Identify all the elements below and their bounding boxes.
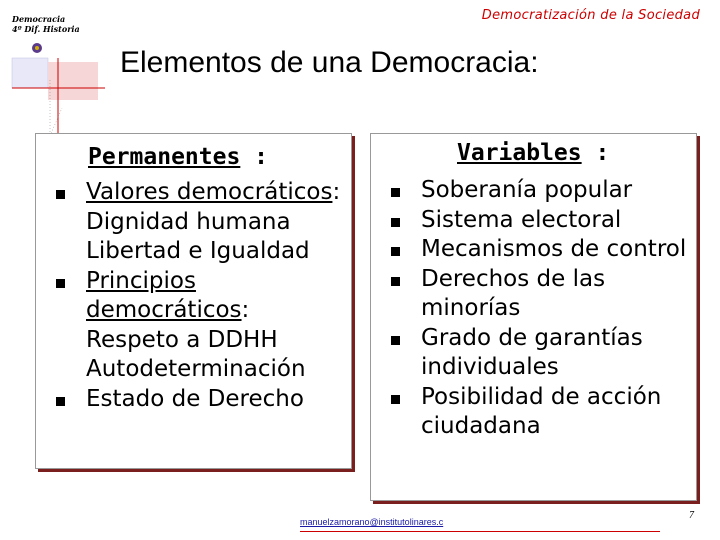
- item-label-suffix: :: [332, 179, 341, 205]
- square-bullet-icon: [391, 336, 400, 345]
- variables-heading: [457, 140, 609, 166]
- variables-heading-text: Variables: [457, 140, 582, 166]
- author-email-link[interactable]: manuelzamorano@institutolinares.c: [300, 517, 444, 527]
- list-item: [56, 385, 346, 415]
- item-label-suffix: :: [241, 297, 250, 323]
- course-label: [12, 14, 80, 34]
- variables-box: [370, 133, 697, 501]
- item-label: Derechos de las minorías: [421, 265, 606, 321]
- square-bullet-icon: [391, 218, 400, 227]
- permanentes-heading-text: Permanentes: [88, 144, 241, 170]
- course-line-1: Democracia: [12, 14, 66, 24]
- list-item: [391, 383, 691, 442]
- list-item: [391, 235, 691, 265]
- list-item: [56, 267, 346, 385]
- list-item: [56, 178, 346, 267]
- header-title: Democratización de la Sociedad: [481, 8, 700, 23]
- footer-divider: [300, 531, 660, 532]
- square-bullet-icon: [56, 190, 65, 199]
- sub-item: Dignidad humana: [86, 208, 291, 235]
- item-label: Sistema electoral: [421, 206, 622, 233]
- permanentes-box: [35, 133, 352, 469]
- permanentes-heading-suffix: :: [240, 144, 269, 170]
- slide-title: Elementos de una Democracia:: [120, 46, 539, 79]
- sub-item: Respeto a DDHH: [86, 326, 278, 353]
- sub-item: Autodeterminación: [86, 356, 306, 382]
- sub-item: Libertad e Igualdad: [86, 238, 310, 264]
- list-item: [391, 176, 691, 206]
- list-item: [391, 265, 691, 324]
- decorative-logo: [0, 38, 110, 148]
- list-item: [391, 324, 691, 383]
- permanentes-list: [56, 178, 346, 414]
- item-label: Grado de garantías individuales: [421, 324, 643, 380]
- course-line-2: 4º Dif. Historia: [12, 24, 80, 34]
- square-bullet-icon: [391, 247, 400, 256]
- item-label: Posibilidad de acción ciudadana: [421, 383, 662, 439]
- variables-list: [391, 176, 691, 442]
- item-label: Soberanía popular: [421, 177, 633, 203]
- square-bullet-icon: [391, 395, 400, 404]
- item-label: Mecanismos de control: [421, 236, 687, 262]
- square-bullet-icon: [391, 188, 400, 197]
- square-bullet-icon: [56, 397, 65, 406]
- list-item: [391, 206, 691, 236]
- item-label: Principios democráticos: [86, 267, 242, 323]
- variables-heading-suffix: :: [581, 140, 610, 166]
- square-bullet-icon: [56, 279, 65, 288]
- square-bullet-icon: [391, 277, 400, 286]
- item-label: Estado de Derecho: [86, 385, 304, 412]
- permanentes-heading: [88, 144, 268, 170]
- page-number: 7: [689, 510, 694, 521]
- item-label: Valores democráticos: [86, 179, 333, 205]
